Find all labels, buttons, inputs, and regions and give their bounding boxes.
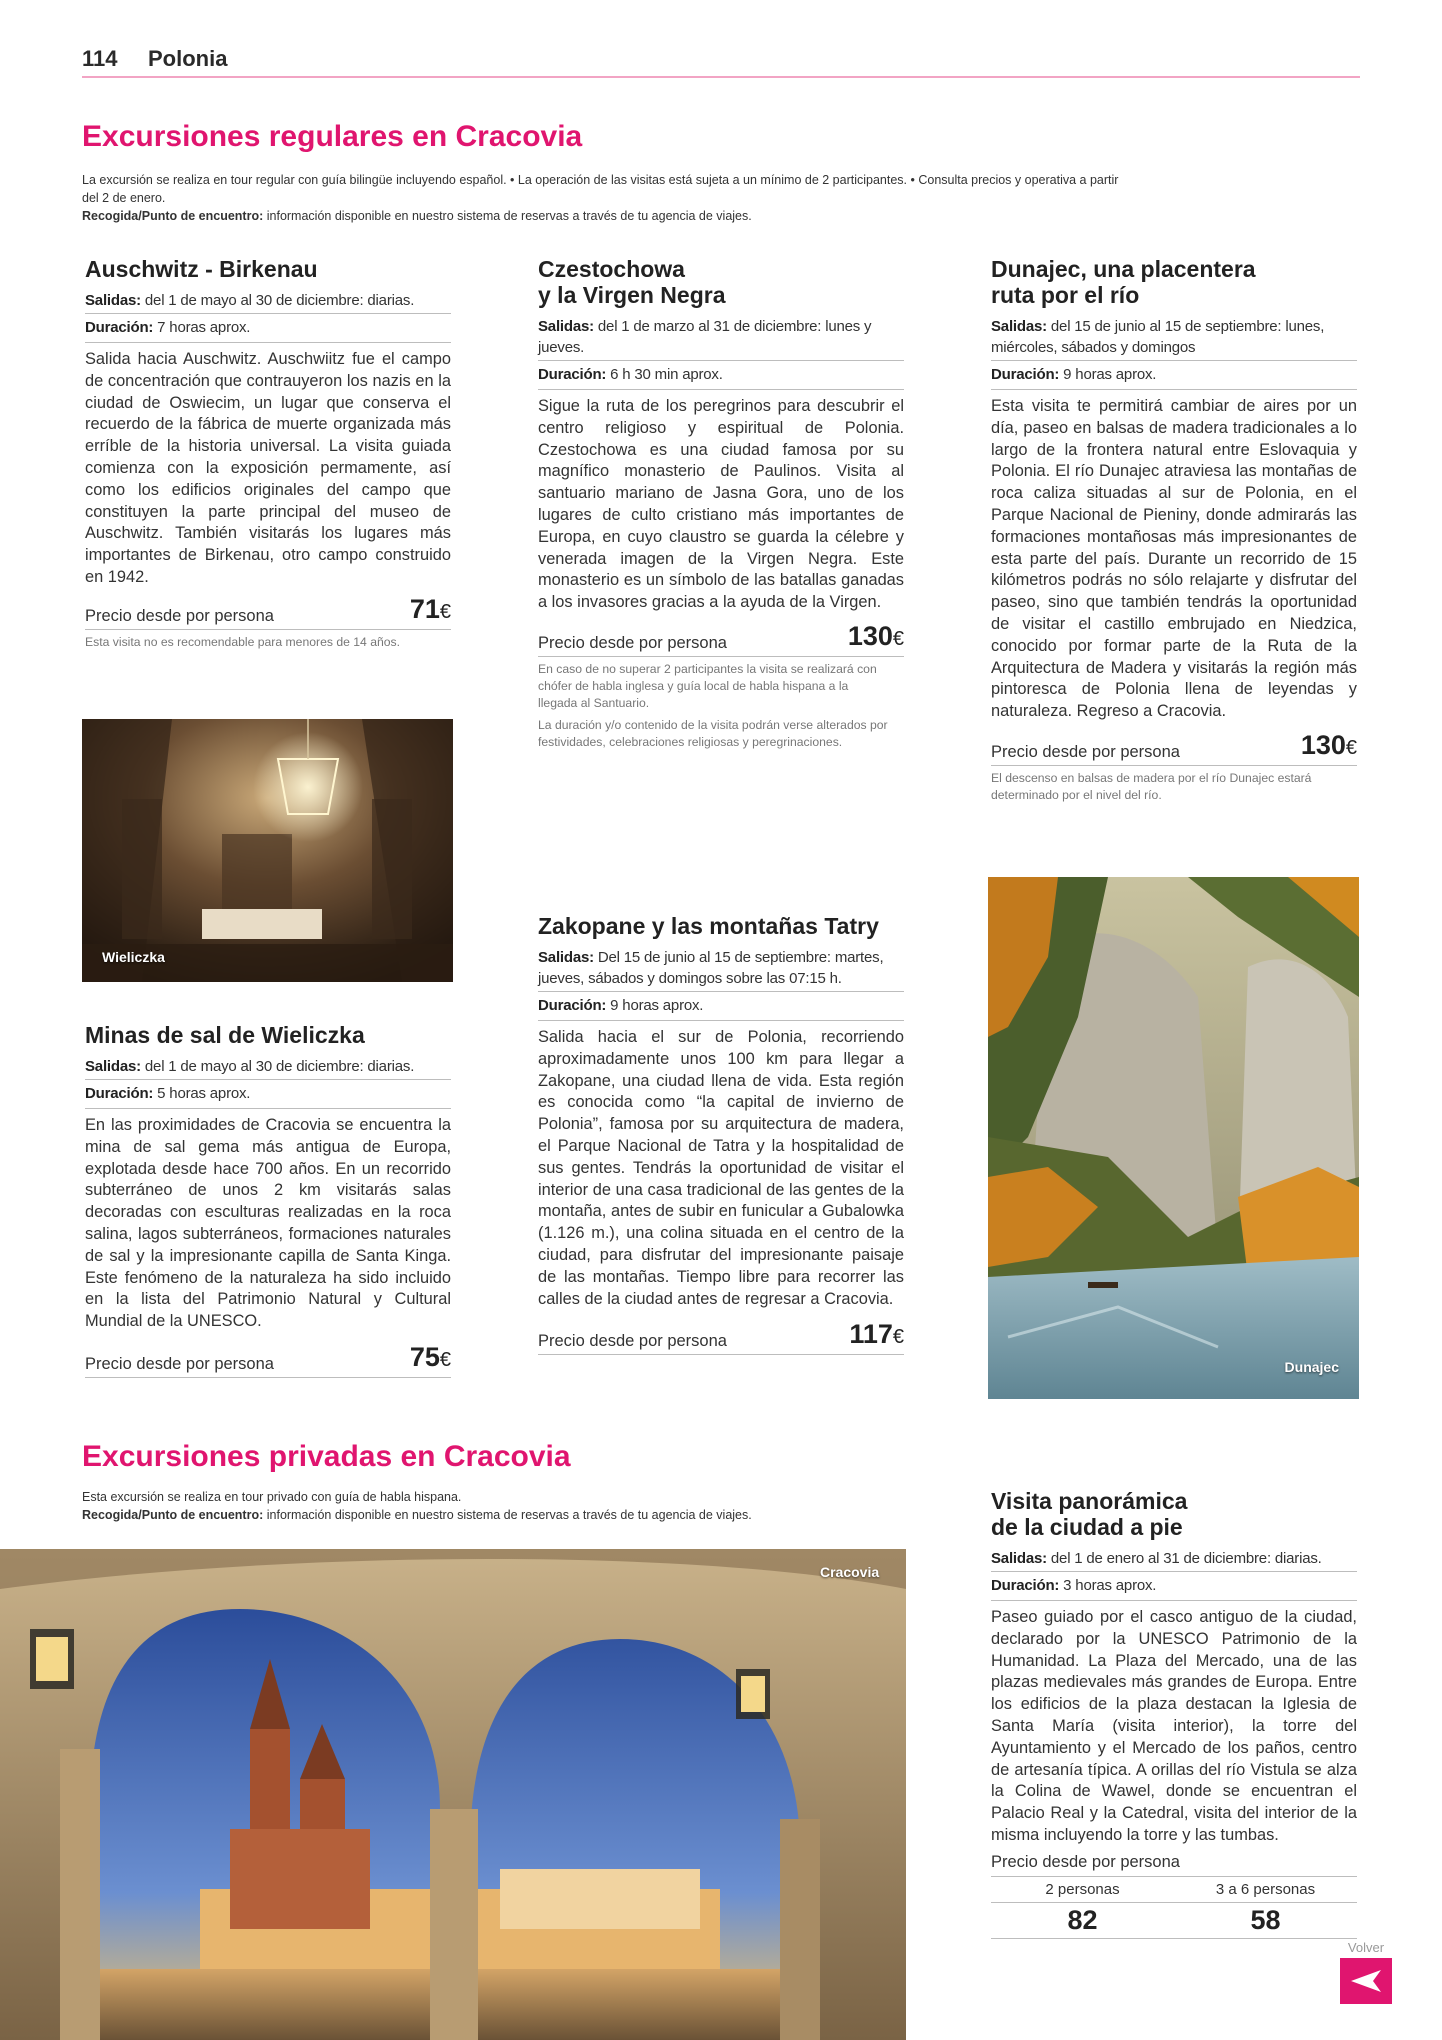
dunajec-caption: Dunajec xyxy=(1284,1359,1339,1375)
dunajec-card xyxy=(991,256,1357,804)
auschwitz-salidas xyxy=(85,290,451,311)
salidas-label: Salidas: xyxy=(991,318,1047,335)
panoramica-salidas xyxy=(991,1548,1357,1569)
czestochowa-title xyxy=(538,256,904,308)
panoramica-card xyxy=(991,1488,1357,1939)
page-header-title: Polonia xyxy=(148,46,228,71)
salidas-label: Salidas: xyxy=(538,949,594,966)
czestochowa-duracion xyxy=(538,364,904,385)
divider xyxy=(538,1020,904,1021)
dunajec-title xyxy=(991,256,1357,308)
zakopane-duracion xyxy=(538,995,904,1016)
cracovia-caption: Cracovia xyxy=(820,1564,880,1580)
auschwitz-note: Esta visita no es recomendable para menores de 14 años. xyxy=(85,634,401,649)
title-line2: de la ciudad a pie xyxy=(991,1514,1183,1540)
price-amount: 71 xyxy=(409,593,440,624)
dunajec-body: Esta visita te permitirá cambiar de aires por un día, paseo en balsas de madera tradicionales a lo largo de la frontera natural entre Eslovaquia y Polonia. El río Dunajec atraviesa las montañas de roca caliza situadas al sur de Polonia, en el Parque Nacional de Pieniny, donde admirarás las formaciones montañosas más impresionantes de esta parte del país. Durante un recorrido de 15 kilómetros podrás no sólo relajarte y disfrutar del paseo, sino que también tendrás la oportunidad de visitar el castillo embrujado en Niedzica, conocido por formar parte de la Ruta de la Arquitectura de Madera y visitarás la región más pintoresca de Polonia llena de leyendas y naturaleza. Regreso a Cracovia. xyxy=(991,397,1357,721)
price-2-personas: 82 xyxy=(1067,1904,1098,1935)
zakopane-card xyxy=(538,913,904,1355)
zakopane-salidas xyxy=(538,947,904,989)
title-line1: Dunajec, una placentera xyxy=(991,256,1256,282)
private-pickup xyxy=(82,1506,932,1524)
divider xyxy=(991,1600,1357,1601)
price-label: Precio desde por persona xyxy=(85,1354,274,1373)
zakopane-title: Zakopane y las montañas Tatry xyxy=(538,913,879,939)
price-3-6-personas: 58 xyxy=(1250,1904,1281,1935)
back-arrow-button[interactable] xyxy=(1340,1958,1392,2004)
divider xyxy=(991,1571,1357,1572)
private-intro-line: Esta excursión se realiza en tour privado con guía de habla hispana. xyxy=(82,1490,462,1504)
auschwitz-title: Auschwitz - Birkenau xyxy=(85,256,318,282)
wieliczka-title: Minas de sal de Wieliczka xyxy=(85,1022,365,1048)
pickup-text: información disponible en nuestro sistema de reservas a través de tu agencia de viajes. xyxy=(263,209,752,223)
cracovia-market-square-image xyxy=(0,1549,906,2040)
dunajec-duracion xyxy=(991,364,1357,385)
pickup-text: información disponible en nuestro sistema de reservas a través de tu agencia de viajes. xyxy=(263,1508,752,1522)
divider xyxy=(85,342,451,343)
wieliczka-salidas xyxy=(85,1056,451,1077)
divider xyxy=(538,360,904,361)
duracion-label: Duración: xyxy=(538,366,607,383)
wieliczka-price-row xyxy=(85,1343,451,1378)
auschwitz-price xyxy=(410,595,451,626)
divider xyxy=(538,389,904,390)
salidas-label: Salidas: xyxy=(85,1058,141,1075)
dunajec-salidas xyxy=(991,316,1357,358)
wieliczka-card xyxy=(85,1022,451,1378)
czestochowa-price-row xyxy=(538,622,904,657)
dunajec-photo xyxy=(988,877,1359,1399)
zakopane-price-row xyxy=(538,1320,904,1355)
cracovia-photo xyxy=(0,1549,906,2040)
regular-intro-line2: del 2 de enero. xyxy=(82,191,166,205)
salidas-label: Salidas: xyxy=(991,1550,1047,1567)
regular-section-title: Excursiones regulares en Cracovia xyxy=(82,120,583,153)
header-divider xyxy=(82,76,1360,78)
divider xyxy=(85,313,451,314)
euro-sign: € xyxy=(892,1326,904,1349)
wieliczka-caption: Wieliczka xyxy=(102,949,165,965)
euro-sign: € xyxy=(1345,736,1357,759)
private-section-title: Excursiones privadas en Cracovia xyxy=(82,1440,571,1473)
dunajec-river-image xyxy=(988,877,1359,1399)
title-line1: Visita panorámica xyxy=(991,1488,1188,1514)
duracion-label: Duración: xyxy=(85,1085,154,1102)
private-intro xyxy=(82,1488,932,1524)
price-amount: 117 xyxy=(849,1319,893,1350)
panoramica-duracion xyxy=(991,1575,1357,1596)
panoramica-title xyxy=(991,1488,1357,1540)
czestochowa-note2: La duración y/o contenido de la visita podrán verse alterados por festividades, celebraciones religiosas y peregrinaciones. xyxy=(538,717,888,749)
auschwitz-body: Salida hacia Auschwitz. Auschwiitz fue el campo de concentración que contrauyeron los nazis en la ciudad de Oswiecim, un lugar que conserva el recuerdo de la fábrica de muerte organizada más erríble de la historia universal. La visita guiada comienza con la exposición permamente, así como los edificios originales del campo que constituyen la parte principal del museo de Auschwitz. También visitarás los lugares más importantes de Birkenau, otro campo construido en 1942. xyxy=(85,350,451,586)
auschwitz-duracion xyxy=(85,317,451,338)
duracion-value: 9 horas aprox. xyxy=(606,997,704,1014)
auschwitz-card xyxy=(85,256,451,651)
salidas-value: Del 15 de junio al 15 de septiembre: martes, jueves, sábados y domingos sobre las 07:15 h. xyxy=(538,949,884,987)
duracion-label: Duración: xyxy=(991,1577,1060,1594)
czestochowa-body: Sigue la ruta de los peregrinos para descubrir el centro religioso y espiritual de Polonia. Czestochowa es una ciudad famosa por su magnífico monasterio de Paulinos. Visita al santuario mariano de Jasna Gora, uno de los lugares de culto cristiano más importantes de Europa, en cuyo claustro se guarda la célebre y venerada imagen de la Virgen Negra. Este monasterio es un símbolo de las batallas ganadas a los invasores gracias a la ayuda de la Virgen. xyxy=(538,397,904,612)
zakopane-body: Salida hacia el sur de Polonia, recorriendo aproximadamente unos 100 km para llegar a Zakopane, una ciudad llena de vida. Esta región es conocida como “la capital de invierno de Polonia”, famosa por su arquitectura de madera, el Parque Nacional de Tatra y la hospitalidad de sus gentes. Tendrás la oportunidad de visitar el interior de una casa tradicional de las gentes de la montaña, antes de subir en funicular a Gubalowka (1.126 m.), una colina situada en el centro de la ciudad, para disfrutar del impresionante paisaje de las montañas. Tiempo libre para recorrer las calles de la ciudad antes de regresar a Cracovia. xyxy=(538,1028,904,1308)
salidas-value: del 1 de enero al 31 de diciembre: diarias. xyxy=(1046,1550,1322,1567)
euro-sign: € xyxy=(892,627,904,650)
regular-intro xyxy=(82,171,1352,225)
duracion-label: Duración: xyxy=(538,997,607,1014)
euro-sign: € xyxy=(439,1348,451,1371)
page-number: 114 xyxy=(82,46,118,71)
price-label: Precio desde por persona xyxy=(538,633,727,652)
duracion-label: Duración: xyxy=(991,366,1060,383)
price-label: Precio desde por persona xyxy=(85,606,274,625)
title-line2: ruta por el río xyxy=(991,282,1140,308)
pickup-label: Recogida/Punto de encuentro: xyxy=(82,209,264,223)
divider xyxy=(991,389,1357,390)
dunajec-price-row xyxy=(991,731,1357,766)
duracion-value: 6 h 30 min aprox. xyxy=(606,366,723,383)
salidas-value: del 1 de mayo al 30 de diciembre: diarias. xyxy=(140,292,415,309)
pickup-label: Recogida/Punto de encuentro: xyxy=(82,1508,264,1522)
price-label: Precio desde por persona xyxy=(991,1852,1180,1871)
czestochowa-salidas xyxy=(538,316,904,358)
salidas-value: del 1 de mayo al 30 de diciembre: diarias. xyxy=(140,1058,415,1075)
wieliczka-price xyxy=(410,1343,451,1374)
wieliczka-chapel-image xyxy=(82,719,453,982)
divider xyxy=(991,1938,1357,1939)
divider xyxy=(991,360,1357,361)
regular-intro-line1: La excursión se realiza en tour regular con guía bilingüe incluyendo español. • La operación de las visitas está sujeta a un mínimo de 2 participantes. • Consulta precios y operativa a partir xyxy=(82,173,1119,187)
divider xyxy=(991,1902,1357,1903)
panoramica-body: Paseo guiado por el casco antiguo de la ciudad, declarado por la UNESCO Patrimonio de la Humanidad. La Plaza del Mercado, una de las plazas medievales más grandes de Europa. Entre los edificios de la plaza destacan la Iglesia de Santa María (visita interior), la torre del Ayuntamiento y el Mercado de los paños, centro de artesanía típica. A orillas del río Vistula se alza la Colina de Wawel, donde se encuentran el Palacio Real y la Catedral, visita del interior de la misma incluyendo la torre y las tumbas. xyxy=(991,1608,1357,1844)
back-arrow-icon xyxy=(1349,1968,1383,1994)
duracion-value: 3 horas aprox. xyxy=(1059,1577,1157,1594)
price-amount: 75 xyxy=(409,1341,440,1372)
zakopane-price xyxy=(849,1320,904,1351)
price-label: Precio desde por persona xyxy=(538,1332,727,1351)
col-3-6-personas: 3 a 6 personas xyxy=(1215,1880,1316,1898)
dunajec-price xyxy=(1301,731,1357,762)
divider xyxy=(991,1876,1357,1877)
czestochowa-card xyxy=(538,256,904,751)
salidas-label: Salidas: xyxy=(85,292,141,309)
salidas-value: del 1 de marzo al 31 de diciembre: lunes y jueves. xyxy=(538,318,872,356)
wieliczka-photo xyxy=(82,719,453,982)
price-label: Precio desde por persona xyxy=(991,742,1180,761)
salidas-label: Salidas: xyxy=(538,318,594,335)
price-amount: 130 xyxy=(847,620,893,651)
czestochowa-price xyxy=(848,622,904,653)
duracion-label: Duración: xyxy=(85,319,154,336)
col-2-personas: 2 personas xyxy=(1045,1880,1120,1898)
duracion-value: 7 horas aprox. xyxy=(153,319,251,336)
title-line1: Czestochowa xyxy=(538,256,685,282)
dunajec-note: El descenso en balsas de madera por el río Dunajec estará determinado por el nivel del río. xyxy=(991,770,1312,802)
price-table-header xyxy=(991,1881,1357,1898)
volver-label: Volver xyxy=(1347,1940,1385,1955)
title-line2: y la Virgen Negra xyxy=(538,282,726,308)
divider xyxy=(538,991,904,992)
volver-button[interactable] xyxy=(1340,1940,1392,2004)
divider xyxy=(85,1108,451,1109)
wieliczka-duracion xyxy=(85,1083,451,1104)
salidas-value: del 15 de junio al 15 de septiembre: lunes, miércoles, sábados y domingos xyxy=(991,318,1325,356)
divider xyxy=(85,1079,451,1080)
euro-sign: € xyxy=(439,600,451,623)
duracion-value: 5 horas aprox. xyxy=(153,1085,251,1102)
czestochowa-note1: En caso de no superar 2 participantes la visita se realizará con chófer de habla inglesa y guía local de habla hispana a la llegada al Santuario. xyxy=(538,661,877,710)
wieliczka-body: En las proximidades de Cracovia se encuentra la mina de sal gema más antigua de Europa, explotada desde hace 700 años. En un recorrido subterráneo de unos 2 km visitarás salas decoradas con esculturas realizadas en la roca salina, lagos subterráneos, formaciones naturales de sal y la impresionante capilla de Santa Kinga. Este fenómeno de la naturaleza ha sido incluido en la lista del Patrimonio Natural y Cultural Mundial de la UNESCO. xyxy=(85,1116,451,1331)
auschwitz-price-row xyxy=(85,595,451,630)
regular-pickup xyxy=(82,207,1352,225)
price-table-values xyxy=(991,1905,1357,1936)
duracion-value: 9 horas aprox. xyxy=(1059,366,1157,383)
price-amount: 130 xyxy=(1300,729,1346,760)
